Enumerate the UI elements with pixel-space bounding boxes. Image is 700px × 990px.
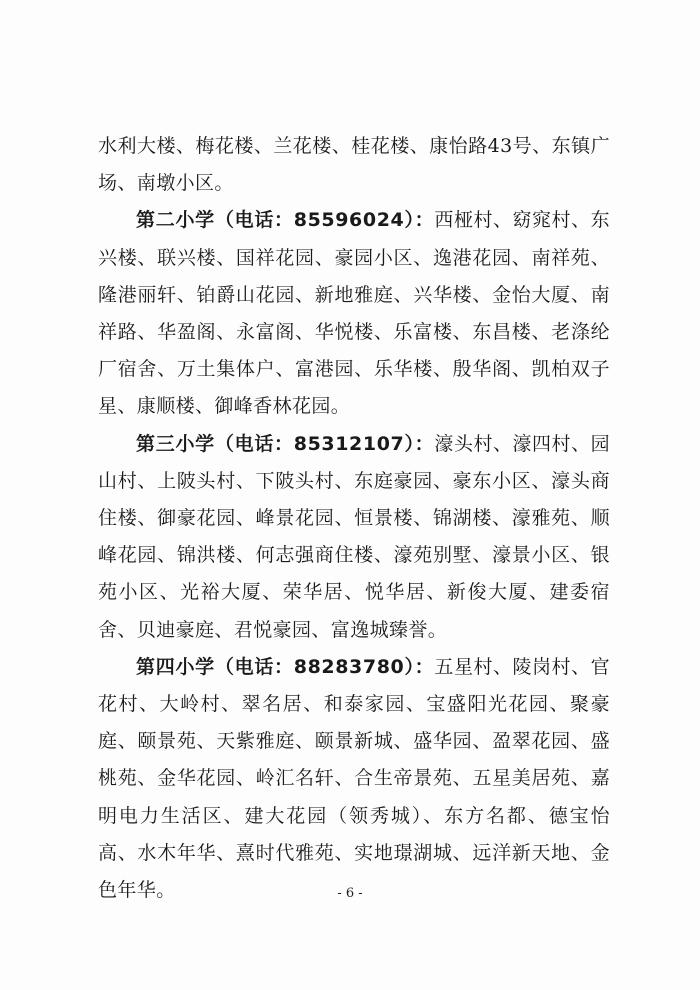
- document-body: [98, 128, 610, 909]
- school-2-label: 第二小学（电话：85596024）：: [136, 209, 435, 232]
- school-4-label: 第四小学（电话：88283780）：: [136, 655, 435, 678]
- paragraph-continuation: [98, 128, 610, 202]
- school-3-label: 第三小学（电话：85312107）：: [136, 432, 435, 455]
- paragraph-school-3: [98, 426, 610, 649]
- paragraph-school-2: [98, 202, 610, 425]
- school-2-areas: 西桠村、窈窕村、东兴楼、联兴楼、国祥花园、豪园小区、逸港花园、南祥苑、隆港丽轩、铂爵山花园、新地雅庭、兴华楼、金怡大厦、南祥路、华盈阁、永富阁、华悦楼、乐富楼、东昌楼、老涤纶厂宿舍、万土集体户、富港园、乐华楼、殷华阁、凯柏双子星、康顺楼、御峰香林花园。: [98, 209, 611, 418]
- paragraph-school-4: [98, 649, 610, 909]
- school-3-areas: 濠头村、濠四村、园山村、上陂头村、下陂头村、东庭豪园、豪东小区、濠头商住楼、御豪花园、峰景花园、恒景楼、锦湖楼、濠雅苑、顺峰花园、锦洪楼、何志强商住楼、濠苑别墅、濠景小区、银苑小区、光裕大厦、荣华居、悦华居、新俊大厦、建委宿舍、贝迪豪庭、君悦豪园、富逸城臻誉。: [98, 432, 611, 641]
- page-number: - 6 -: [337, 886, 363, 901]
- paragraph-text: 水利大楼、梅花楼、兰花楼、桂花楼、康怡路43号、东镇广场、南墩小区。: [98, 135, 610, 195]
- school-4-areas: 五星村、陵岗村、官花村、大岭村、翠名居、和泰家园、宝盛阳光花园、聚豪庭、颐景苑、天紫雅庭、颐景新城、盛华园、盈翠花园、盛桃苑、金华花园、岭汇名轩、合生帝景苑、五星美居苑、嘉明电力生活区、建大花园（领秀城）、东方名都、德宝怡高、水木年华、熹时代雅苑、实地璟湖城、远洋新天地、金色年华。: [98, 655, 611, 902]
